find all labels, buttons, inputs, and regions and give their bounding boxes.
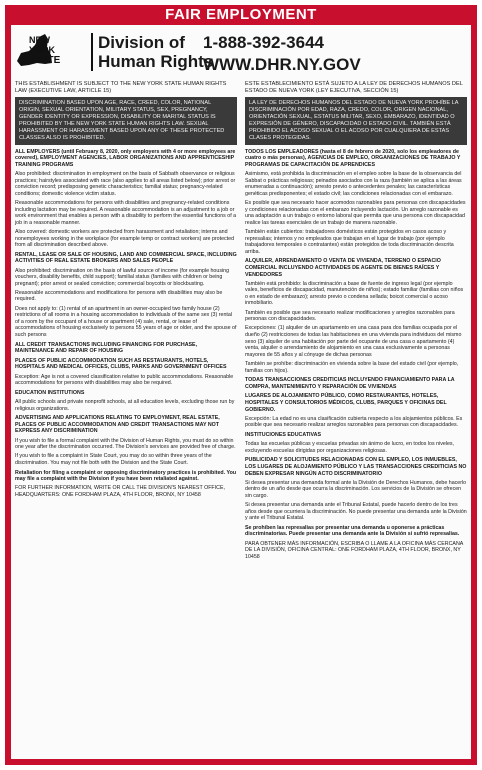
spanish-paragraph: También están cubiertos: trabajadores domésticos están protegidos en casos acoso y represalias; internos y no empleados que trabajan en el lugar de trabajo (por ejemplo trabajadores temporales o contratantes) están protegidos de toda discriminación descrita arriba. [245, 228, 454, 255]
phone-number: 1-888-392-3644 [203, 33, 324, 52]
spanish-section-heading: INSTITUCIONES EDUCATIVAS [245, 431, 322, 438]
spanish-prohibited-box: LA LEY DE DERECHOS HUMANOS DEL ESTADO DE NUEVA YORK PROHÍBE LA DISCRIMINACIÓN POR EDAD, RAZA, CREDO, COLOR, ORIGEN NACIONAL, ORIENTACIÓN SEXUAL, ESTATUS MILITAR, SEXO, EMBARAZO, IDENTIDAD O EXPRESIÓN DE GÉNERO, DISCAPACIDAD O ESTADO CIVIL. TAMBIÉN ESTÁ PROHIBIDO EL ACOSO SEXUAL O EL ACOSO POR CUALQUIERA DE ESTAS CLASES PROTEGIDAS. [245, 97, 467, 144]
spanish-paragraphs [245, 149, 467, 561]
poster-header [15, 29, 467, 79]
spanish-paragraph: PARA OBTENER MÁS INFORMACIÓN, ESCRIBA O LLAME A LA OFICINA MÁS CERCANA DE LA DIVISIÓN, OFICINA CENTRAL: ONE FORDHAM PLAZA, 4TH FLOOR, BRONX, NY 10458 [245, 540, 464, 560]
english-intro: THIS ESTABLISHMENT IS SUBJECT TO THE NEW YORK STATE HUMAN RIGHTS LAW (EXECUTIVE LAW, ARTICLE 15) [15, 81, 227, 94]
english-paragraph: Also covered: domestic workers are protected from harassment and retaliation; interns and nonemployees working in the workplace (for example temp or contract workers) are protected from all discrimination described above. [15, 228, 235, 249]
spanish-paragraph: Es posible que sea necesario hacer acomodos razonables para personas con discapacidades y condiciones relacionadas con el embarazo incluyendo lactación. Un arreglo razonable es una adaptación a un trabajo o entorno laboral que permita que una persona con discapacidad realice las tareas esenciales de un trabajo de manera razonable. [245, 199, 466, 226]
english-section-heading: EDUCATION INSTITUTIONS [15, 389, 85, 396]
spanish-section-heading: ALQUILER, ARRENDAMIENTO O VENTA DE VIVIENDA, TERRENO O ESPACIO COMERCIAL INCLUYENDO ACTIVIDADES DE AGENTE DE BIENES RAÍCES Y VENDEDORES [245, 258, 441, 278]
red-border-left [5, 5, 11, 765]
english-paragraph: Does not apply to: (1) rental of an apartment in an owner-occupied two family house (2) restrictions of all rooms in a housing accommodation to individuals of the same sex (3) rental of a room by the occupant of a house or apartment (4) sale, rental, or lease of accommodations of housing exclusively to persons 55 years of age or older, and the spouse of such persons [15, 305, 237, 339]
english-paragraph: If you wish to file a formal complaint with the Division of Human Rights, you must do so within one year after the discrimination occurred. The Division's services are provided free of charge. [15, 437, 236, 451]
english-paragraph: Also prohibited: discrimination on the basis of lawful source of income (for example housing vouchers, disability benefits, child support); familial status (families with children or being pregnant); prior arrest or sealed conviction; commercial boycotts or blockbusting. [15, 267, 230, 287]
english-column [15, 81, 237, 501]
website-url: WWW.DHR.NY.GOV [203, 55, 361, 74]
red-border-bottom [5, 759, 477, 765]
english-paragraphs [15, 149, 237, 499]
spanish-paragraph: Si desea presentar una demanda formal ante la División de Derechos Humanos, debe hacerlo dentro de un año desde que ocurra la discriminación. Los servicios de la División se ofrecen sin cargo. [245, 479, 467, 499]
spanish-paragraph: Si desea presentar una demanda ante el Tribunal Estatal, puede hacerlo dentro de los tres años desde que ocurriera la discriminación. No puede presentar una demanda ante la División y ante el Tribunal Estatal. [245, 502, 467, 522]
state-word-3: STATE [29, 55, 61, 66]
state-word-2: YORK [29, 45, 56, 55]
spanish-section-heading: Se prohíben las represalias por presentar una demanda u oponerse a prácticas discriminatorias. Puede presentar una demanda ante la División si sufrió represalias. [245, 524, 460, 538]
spanish-column [245, 81, 467, 563]
spanish-paragraph: Excepción: La edad no es una clasificación cubierta respecto a los alojamientos públicos. Es posible que sea necesario realizar arreglos razonables para personas con discapacidades. [245, 415, 463, 429]
spanish-paragraph: También se prohíbe: discriminación en vivienda sobre la base del estado civil (por ejemplo, familias con hijos). [245, 361, 459, 374]
english-section-heading: Retaliation for filing a complaint or opposing discriminatory practices is prohibited. You may file a complaint with the Division if you have been retaliated against. [15, 469, 237, 483]
spanish-section-heading: TODAS TRANSACCIONES CREDITICIAS INCLUYENDO FINANCIAMIENTO PARA LA COMPRA, MANTENIMIENTO Y REPARACIÓN DE VIVIENDAS [245, 377, 455, 390]
english-section-heading: RENTAL, LEASE OR SALE OF HOUSING, LAND AND COMMERCIAL SPACE, INCLUDING ACTIVITIES OF REAL ESTATE BROKERS AND SALES PEOPLE [15, 251, 237, 265]
fair-employment-poster [5, 5, 477, 765]
poster-title: FAIR EMPLOYMENT [5, 5, 477, 25]
english-paragraph: Also prohibited: discrimination in employment on the basis of Sabbath observance or religious practices; hairstyles associated with race (also applies to all areas listed below); prior arrest or conviction record; predisposing genetic characteristics; familial status; pregnancy-related conditions; domestic violence victim status. [15, 171, 236, 197]
spanish-paragraph: También está prohibido: la discriminación a base de fuente de ingreso legal (por ejemplo vales, beneficios de discapacidad, manutención de niños); estado familiar (familias con niños o en estado de embarazo); arresto previo o condena sellada; boicot comercial o acoso inmobiliario. [245, 280, 464, 307]
spanish-section-heading: TODOS LOS EMPLEADORES (hasta el 8 de febrero de 2020, solo los empleadores de cuatro o más personas), AGENCIAS DE EMPLEO, ORGANIZACIONES DE TRABAJO Y PROGRAMAS DE CAPACITACIÓN DE APRENDICES [245, 148, 461, 168]
spanish-section-heading: PUBLICIDAD Y SOLICITUDES RELACIONADAS CON EL EMPLEO, LOS INMUEBLES, LOS LUGARES DE ALOJAMIENTO PÚBLICO Y LAS TRANSACCIONES CREDITICIAS NO DEBEN EXPRESAR NINGÚN ACTO DISCRIMINATORIO [245, 457, 467, 477]
english-paragraph: FOR FURTHER INFORMATION, WRITE OR CALL THE DIVISION'S NEAREST OFFICE, HEADQUARTERS: ONE FORDHAM PLAZA, 4TH FLOOR, BRONX, NY 10458 [15, 485, 225, 498]
english-paragraph: All public schools and private nonprofit schools, at all education levels, excluding those run by religious organizations. [15, 398, 235, 412]
spanish-paragraph: También es posible que sea necesario realizar modificaciones y arreglos razonables para personas con discapacidades. [245, 309, 455, 323]
english-paragraph: If you wish to file a complaint in State Court, you may do so within three years of the discrimination. You may not file both with the Division and the State Court. [15, 453, 212, 466]
english-paragraph: Reasonable accommodations for persons with disabilities and pregnancy-related conditions including lactation may be required. A reasonable accommodation is an adjustment to a job or work environment that enables a person with a disability to perform the essential functions of a job in a reasonable manner. [15, 199, 237, 226]
english-paragraph: Exception: Age is not a covered classification relative to public accommodations. Reasonable accommodations for persons with disabilities may also be required. [15, 373, 234, 387]
spanish-paragraph: Excepciones: (1) alquiler de un apartamento en una casa para dos familias ocupada por el dueño (2) restricciones de todas las habitaciones en una vivienda para individuos del mismo sexo (3) alquiler de una habitación por parte del ocupante de una casa o apartamento (4) venta, alquiler o arrendamiento de alojamiento en una casa exclusivamente a personas mayores de 55 años y al cónyuge de dichas personas [245, 325, 462, 358]
spanish-intro: ESTE ESTABLECIMIENTO ESTÁ SUJETO A LA LEY DE DERECHOS HUMANOS DEL ESTADO DE NUEVA YORK (LEY EJECUTIVA, SECCIÓN 15) [245, 81, 463, 94]
english-section-heading: ALL CREDIT TRANSACTIONS INCLUDING FINANCING FOR PURCHASE, MAINTENANCE AND REPAIR OF HOUSING [15, 341, 198, 355]
red-border-right [471, 5, 477, 765]
english-section-heading: ALL EMPLOYERS (until February 8, 2020, only employers with 4 or more employees are covered), EMPLOYMENT AGENCIES, LABOR ORGANIZATIONS AND APPRENTICESHIP TRAINING PROGRAMS [15, 148, 236, 168]
english-section-heading: PLACES OF PUBLIC ACCOMMODATION SUCH AS RESTAURANTS, HOTELS, HOSPITALS AND MEDICAL OFFICES, CLUBS, PARKS AND GOVERNMENT OFFICES [15, 357, 227, 371]
spanish-paragraph: Asimismo, está prohibida la discriminación en el empleo sobre la base de la observancia del Sabbat o prácticas religiosas; peinados asociados con la raza (también se aplica a las áreas enumeradas a continuación); arresto previo o antecedentes penales; las características genéticas predisponentes; el estado civil; las condiciones relacionadas con el embarazo. [245, 171, 462, 197]
division-name: Division of Human Rights [91, 33, 228, 71]
english-paragraph: Reasonable accommodations and modifications for persons with disabilities may also be required. [15, 289, 223, 303]
state-word-1: NEW [29, 35, 50, 45]
english-prohibited-box: DISCRIMINATION BASED UPON AGE, RACE, CREED, COLOR, NATIONAL ORIGIN, SEXUAL ORIENTATION, MILITARY STATUS, SEX, PREGNANCY, GENDER IDENTITY OR EXPRESSION, DISABILITY OR MARITAL STATUS IS PROHIBITED BY THE NEW YORK STATE HUMAN RIGHTS LAW. SEXUAL HARASSMENT OR HARASSMENT BASED UPON ANY OF THESE PROTECTED CLASSES ALSO IS PROHIBITED. [15, 97, 237, 144]
english-section-heading: ADVERTISING AND APPLICATIONS RELATING TO EMPLOYMENT, REAL ESTATE, PLACES OF PUBLIC ACCOMMODATION AND CREDIT TRANSACTIONS MAY NOT EXPRESS ANY DISCRIMINATION [15, 415, 220, 435]
spanish-section-heading: LUGARES DE ALOJAMIENTO PÚBLICO, COMO RESTAURANTES, HOTELES, HOSPITALES Y CONSULTORIOS MÉDICOS, CLUBS, PARQUES Y OFICINAS DEL GOBIERNO. [245, 393, 447, 413]
spanish-paragraph: Todas las escuelas públicas y escuelas privadas sin ánimo de lucro, en todos los niveles, excluyendo escuelas dirigidas por organizaciones religiosas. [245, 441, 455, 454]
